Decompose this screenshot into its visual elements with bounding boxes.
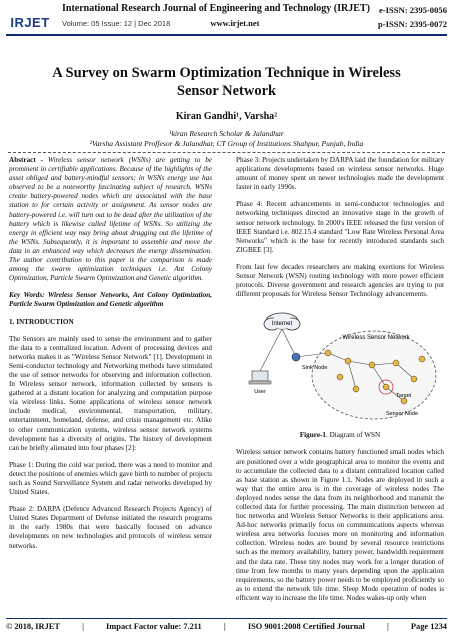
affiliation-2: ²Varsha Assistant Proffesor & Jalandhar, CT Group of Institutions Shahpur, Punjab, India: [89, 139, 364, 148]
paper-authors: Kiran Gandhi¹, Varsha²: [175, 111, 278, 122]
volume-issue: Volume: 05 Issue: 12 | Dec 2018: [62, 19, 171, 28]
left-column: [9, 156, 212, 559]
user-laptop-icon: [249, 371, 271, 384]
phase-3-paragraph: Phase 3: Projects undertaken by DARPA laid the foundation for military applications developments based on wireless sensor networks. Huge amount of money spent on newer technologies made the development faster in early 1990s.: [236, 156, 444, 192]
title-divider: [8, 152, 445, 153]
p-issn: p-ISSN: 2395-0072: [378, 19, 447, 29]
paper-title: A Survey on Swarm Optimization Technique in Wireless Sensor Network: [52, 65, 401, 99]
footer-separator: |: [386, 622, 389, 631]
sink-node-icon: [292, 353, 300, 361]
intro-paragraph-1: The Sensors are mainly used to sense the environment and to gather the data to a centralized location. Advent of processing devices and networks makes it as "Wireless Sensor Network" [1]. Development in Semi-conductor technology and Networking methods have stimulated the use of sensor networks for observing and information collection. In Wireless sensor network, information collected by sensors is gathered at a distant location for analyzing and computation purpose via wireless links. Some applications of wireless sensor network include medical, environmental, transportation, military, entertainment, homeland, defense, and crisis management etc. Alike to other communication systems, wireless sensor network systems development has a diversity of origins. The history of development can be briefly alienated into four phases [2]:: [9, 334, 212, 452]
footer-copyright: © 2018, IRJET: [6, 622, 60, 631]
issn-block: [378, 3, 447, 31]
sensor-node-label: Sensor Node: [385, 411, 419, 418]
affiliation-1: ¹kiran Research Scholar & Jalandhar: [169, 129, 284, 138]
intro-paragraph-2: Phase 1: During the cold war period, there was a need to monitor and detect the positions of enemies which gave birth to number of projects such as Sound Surveillance System and radar networks developed by United States.: [9, 460, 212, 497]
research-paragraph: From last few decades researchers are making exertions for Wireless Sensor Network (WSN) routing technology with more power efficient protocols. Diverse government and research agencies are trying to put different proposals for Wireless Sensor Technology advancements.: [236, 262, 444, 299]
journal-header: [0, 0, 453, 46]
abstract-text: Wireless sensor network (WSNs) are getting to be prominent in certifiable applications. Because of the highlights of the asset obliged and battery-mindful sensors; in WSNs energy use has observed to be a noteworthy fascinating subject of research. WSNs create battery-powered nodes which are associated with the base station to for certain activity or assignment. As sensor nodes are battery-powered i.e. will turn out to be dead after the utilization of the battery which is likewise called lifetime of WSNs. So utilizing the energy in efficient way may bring about dragging out the lifetime of the WSNs. Subsequently, it is important to assemble and move the data in an enhanced way which decreases the energy dissemination. The author contribution to this paper is the comparison is made among the swarm optimization techniques i.e. Ant Colony Optimization, Particle Swarm Optimization and Genetic algorithm.: [9, 156, 213, 283]
e-issn: e-ISSN: 2395-0056: [378, 5, 447, 15]
wsn-diagram-svg: [236, 307, 444, 427]
keywords: Key Words: Wireless Sensor Networks, Ant Colony Optimization, Particle Swarm Optimization and Genetic algorithm: [9, 291, 212, 309]
footer-divider: [6, 618, 447, 619]
logo-text: IRJET: [10, 14, 50, 30]
figure-number: Figure-1: [299, 431, 327, 440]
footer-separator: |: [82, 622, 84, 631]
sink-label: Sink Node: [302, 365, 328, 372]
journal-footer: [6, 622, 447, 631]
figure-caption-text: . Diagram of WSN: [326, 431, 381, 440]
user-label: User: [254, 389, 266, 396]
intro-paragraph-3: Phase 2: DARPA (Defence Advanced Research Projects Agency) of United States Department of Defense initiated the research programs in the early 1980s that were basically focused on advance developments on new technologies and protocols of wireless sensor networks.: [9, 505, 212, 550]
right-column: [236, 156, 444, 611]
wsn-area: [312, 331, 436, 419]
footer-separator: |: [223, 622, 226, 631]
footer-iso: ISO 9001:2008 Certified Journal: [247, 622, 365, 631]
journal-name: International Research Journal of Engineering and Technology (IRJET): [62, 3, 370, 14]
figure-caption: [236, 431, 444, 440]
internet-label: Internet: [271, 321, 293, 328]
wsn-label: Wireless Sensor Network: [342, 335, 410, 342]
wsn-diagram: [236, 307, 444, 427]
target-label: Target: [396, 393, 412, 400]
footer-page-number: Page 1234: [410, 622, 447, 631]
abstract-label: Abstract -: [9, 156, 48, 164]
phase-4-paragraph: Phase 4: Recent advancements in semi-conductor technologies and networking techniques directed an innovative stage in the growth of sensor network technology. In 2000's IEEE released the first version of IEEE Standard i.e. 802.15.4 standard "Low Rate Wireless Personal Area Networks" which is the base for recently introduced standards such ZIGBEE [3].: [236, 200, 444, 254]
website-link[interactable]: www.irjet.net: [210, 18, 260, 28]
section-heading-introduction: 1. INTRODUCTION: [9, 317, 74, 326]
wsn-description-paragraph: Wireless sensor network contains battery functioned small nodes which are positioned over a wide geographical area to monitor the events and to accumulate the collected data to a distant centralized location called as base station as shown in Figure 1.1. Nodes are deployed in such a way that the entire area is in the coverage of wireless nodes The deployed nodes sense the data from its neighborhood and transmit the collected data for further processing. The main distinction between ad hoc networks and Wireless Sensor Networks is their applications area. Ad-hoc networks primarily focus on communications aspects whereas wireless area networks focuses more on monitoring and information collection. Wireless nodes are bound by several resource restrictions such as the memory availability, battery power, bandwidth requirement and the data rate. These tiny nodes may work for a longer duration of time from few months to many years depending upon the application requirements, so the battery power needs to be employed proficiently so as to extend the network life time. Sleep Mode operation of nodes is efficient way to increase the life time. Nodes wakes-up only when: [236, 448, 444, 602]
volume-line: [62, 18, 259, 28]
footer-impact-factor: Impact Factor value: 7.211: [106, 622, 202, 631]
abstract: [9, 156, 212, 283]
header-divider: [6, 34, 447, 36]
